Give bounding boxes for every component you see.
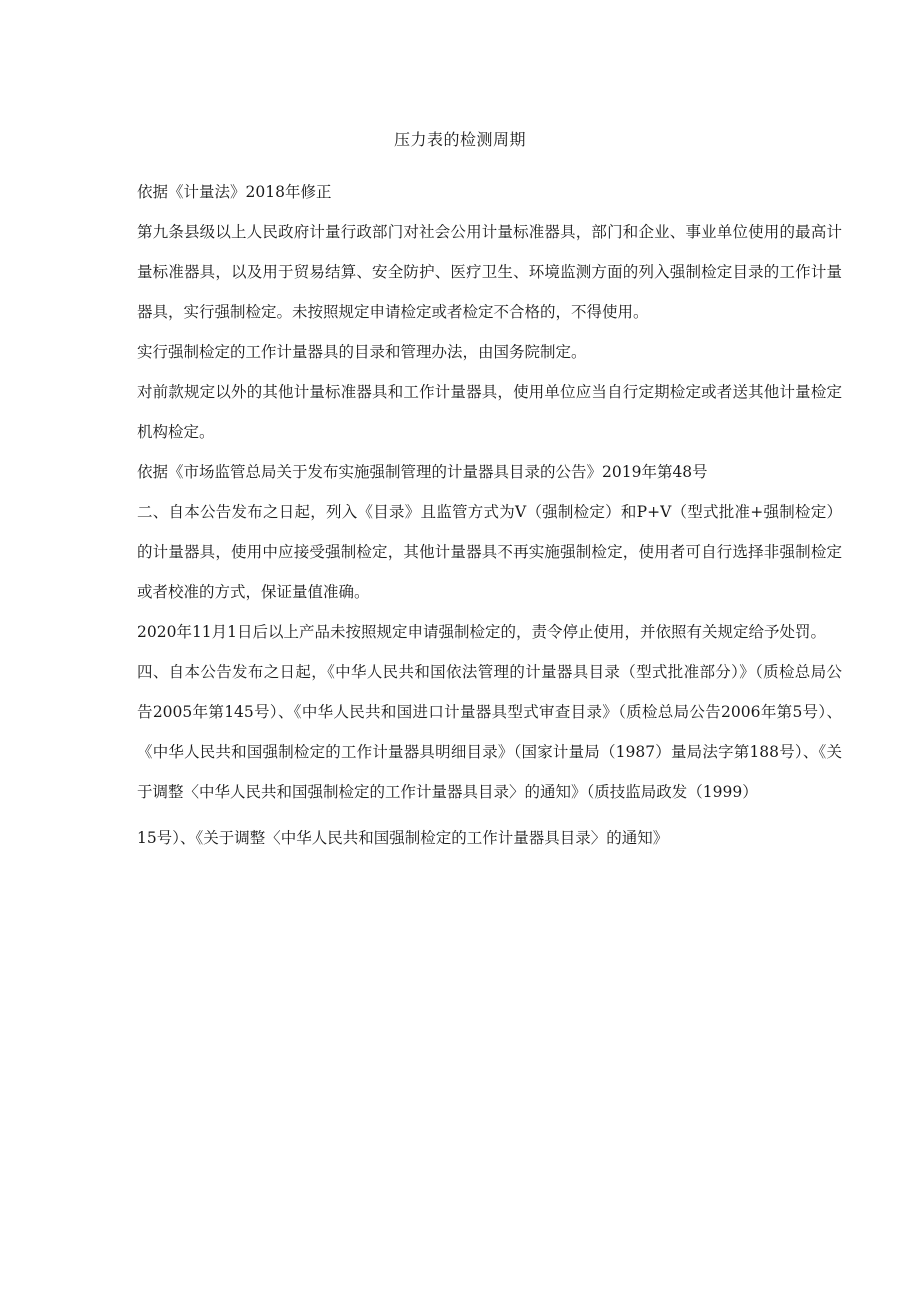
paragraph-section-two: 二、自本公告发布之日起，列入《目录》且监管方式为V（强制检定）和P+V（型式批准+强制检定）的计量器具，使用中应接受强制检定，其他计量器具不再实施强制检定，使用者可自行选择非强制检定或者校准的方式，保证量值准确。: [137, 503, 842, 601]
paragraph-deadline: 2020年11月1日后以上产品未按照规定申请强制检定的，责令停止使用，并依照有关规定给予处罚。: [137, 623, 827, 641]
paragraph-basis-law: 依据《计量法》2018年修正: [137, 183, 332, 201]
paragraph-other-instruments: 对前款规定以外的其他计量标准器具和工作计量器具，使用单位应当自行定期检定或者送其他计量检定机构检定。: [137, 383, 842, 441]
document-body: [137, 172, 842, 858]
paragraph-section-four-continued: 15号）、《关于调整〈中华人民共和国强制检定的工作计量器具目录〉的通知》: [137, 829, 669, 847]
paragraph-section-four: 四、自本公告发布之日起，《中华人民共和国依法管理的计量器具目录（型式批准部分）》（质检总局公告2005年第145号）、《中华人民共和国进口计量器具型式审查目录》（质检总局公告2006年第5号）、《中华人民共和国强制检定的工作计量器具明细目录》（国家计量局（1987）量局法字第188号）、《关于调整〈中华人民共和国强制检定的工作计量器具目录〉的通知》（质技监局政发（1999）: [137, 663, 842, 801]
paragraph-article-nine: 第九条县级以上人民政府计量行政部门对社会公用计量标准器具，部门和企业、事业单位使用的最高计量标准器具，以及用于贸易结算、安全防护、医疗卫生、环境监测方面的列入强制检定目录的工作计量器具，实行强制检定。未按照规定申请检定或者检定不合格的，不得使用。: [137, 223, 842, 321]
paragraph-basis-announcement: 依据《市场监管总局关于发布实施强制管理的计量器具目录的公告》2019年第48号: [137, 463, 708, 481]
page-title: 压力表的检测周期: [393, 130, 526, 149]
paragraph-catalog-rule: 实行强制检定的工作计量器具的目录和管理办法，由国务院制定。: [137, 343, 587, 361]
